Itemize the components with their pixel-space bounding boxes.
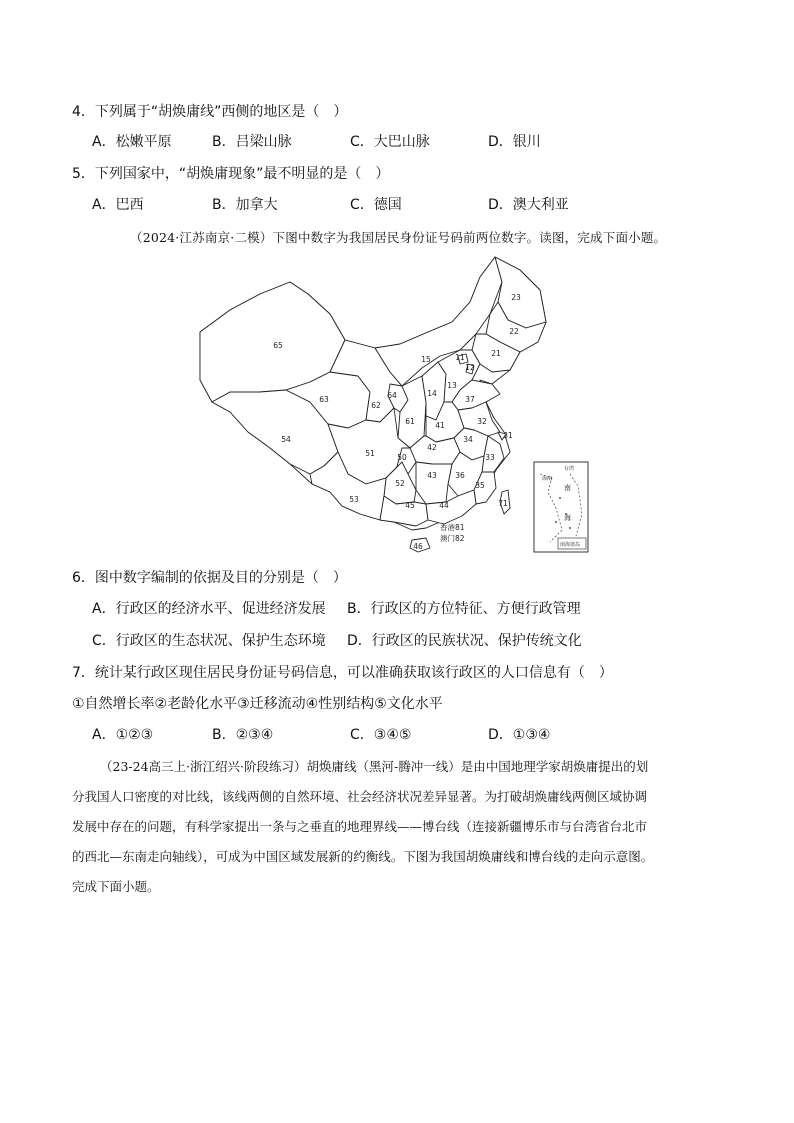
q6-option-b[interactable]: B．行政区的方位特征、方便行政管理 <box>347 601 581 617</box>
region-label-52: 52 <box>395 479 405 488</box>
region-61 <box>398 376 426 448</box>
region-label-63: 63 <box>319 395 329 404</box>
q5-option-a[interactable]: A．巴西 <box>92 197 144 213</box>
region-label-32: 32 <box>477 417 487 426</box>
q7-option-d[interactable]: D．①③④ <box>488 727 551 743</box>
q4-stem: 4．下列属于“胡焕庸线”西侧的地区是（ ） <box>72 104 348 120</box>
region-label-62: 62 <box>371 401 381 410</box>
region-label-23: 23 <box>511 293 521 302</box>
region-label-65: 65 <box>273 341 283 350</box>
region-label-11: 11 <box>455 353 465 362</box>
q4-option-c[interactable]: C．大巴山脉 <box>350 134 430 150</box>
passage-line-3: 发展中存在的问题，有科学家提出一条与之垂直的地理界线——博台线（连接新疆博乐市与台湾省台北市 <box>72 819 648 834</box>
inset-label-hainan: 海南 <box>542 476 553 482</box>
region-label-61: 61 <box>405 417 415 426</box>
region-label-37: 37 <box>465 395 475 404</box>
region-label-53: 53 <box>349 495 359 504</box>
region-label-35: 35 <box>475 481 485 490</box>
region-label-12: 12 <box>465 363 475 372</box>
region-label-45: 45 <box>405 501 415 510</box>
q5-option-b[interactable]: B．加拿大 <box>212 197 278 213</box>
label-hong-kong: 香港81 <box>440 523 465 532</box>
region-label-13: 13 <box>447 381 457 390</box>
region-label-36: 36 <box>455 471 465 480</box>
q7-option-c[interactable]: C．③④⑤ <box>350 727 412 743</box>
q6-option-a[interactable]: A．行政区的经济水平、促进经济发展 <box>92 601 326 617</box>
q7-option-b[interactable]: B．②③④ <box>212 727 274 743</box>
region-label-43: 43 <box>427 471 437 480</box>
inset-label-islands: 南海诸岛 <box>560 542 581 548</box>
inset-label-taiwan: 台湾 <box>564 466 575 472</box>
region-label-31: 31 <box>503 431 513 440</box>
passage-line-4: 的西北—东南走向轴线），可成为中国区域发展新的约衡线。下图为我国胡焕庸线和博台线的走向示意图。 <box>72 849 654 864</box>
region-label-42: 42 <box>427 443 437 452</box>
q7-items: ①自然增长率②老龄化水平③迁移流动④性别结构⑤文化水平 <box>72 696 443 712</box>
region-label-22: 22 <box>509 327 519 336</box>
region-label-33: 33 <box>485 453 495 462</box>
q7-option-a[interactable]: A．①②③ <box>92 727 154 743</box>
region-label-51: 51 <box>365 449 375 458</box>
passage-line-2: 分我国人口密度的对比线，该线两侧的自然环境、社会经济状况差异显著。为打破胡焕庸线两侧区域协调 <box>72 789 648 804</box>
q4-option-a[interactable]: A．松嫩平原 <box>92 134 172 150</box>
q6-option-d[interactable]: D．行政区的民族状况、保护传统文化 <box>347 633 582 649</box>
region-label-44: 44 <box>439 501 449 510</box>
region-label-46: 46 <box>413 542 423 551</box>
label-macau: 澳门82 <box>440 534 465 543</box>
passage <box>72 752 732 902</box>
region-label-14: 14 <box>427 389 437 398</box>
region-label-21: 21 <box>491 349 501 358</box>
map-intro: （2024·江苏南京·二模）下图中数字为我国居民身份证号码前两位数字。读图，完成下面小题。 <box>130 230 667 245</box>
region-label-54: 54 <box>281 435 291 444</box>
inset-label-hai: 海 <box>564 514 571 522</box>
q5-option-d[interactable]: D．澳大利亚 <box>488 197 569 213</box>
passage-line-5: 完成下面小题。 <box>72 879 160 894</box>
inset-label-nan: 南 <box>564 484 571 492</box>
q4-option-b[interactable]: B．吕梁山脉 <box>212 134 292 150</box>
q6-option-c[interactable]: C．行政区的生态状况、保护生态环境 <box>92 633 326 649</box>
region-label-41: 41 <box>435 421 445 430</box>
q4-option-d[interactable]: D．银川 <box>488 134 541 150</box>
passage-line-1: （23-24高三上·浙江绍兴·阶段练习）胡焕庸线（黑河-腾冲一线）是由中国地理学家胡焕庸提出的划 <box>100 759 649 774</box>
region-label-64: 64 <box>387 391 397 400</box>
region-43 <box>416 462 452 504</box>
region-label-15: 15 <box>421 355 431 364</box>
q5-option-c[interactable]: C．德国 <box>350 197 402 213</box>
china-province-code-map <box>190 252 590 558</box>
region-label-50: 50 <box>397 453 407 462</box>
region-label-34: 34 <box>463 435 473 444</box>
q7-stem: 7．统计某行政区现住居民身份证号码信息，可以准确获取该行政区的人口信息有（ ） <box>72 665 613 681</box>
q5-stem: 5．下列国家中，“胡焕庸现象”最不明显的是（ ） <box>72 166 390 182</box>
q6-stem: 6．图中数字编制的依据及目的分别是（ ） <box>72 570 347 586</box>
region-label-71: 71 <box>498 499 508 508</box>
